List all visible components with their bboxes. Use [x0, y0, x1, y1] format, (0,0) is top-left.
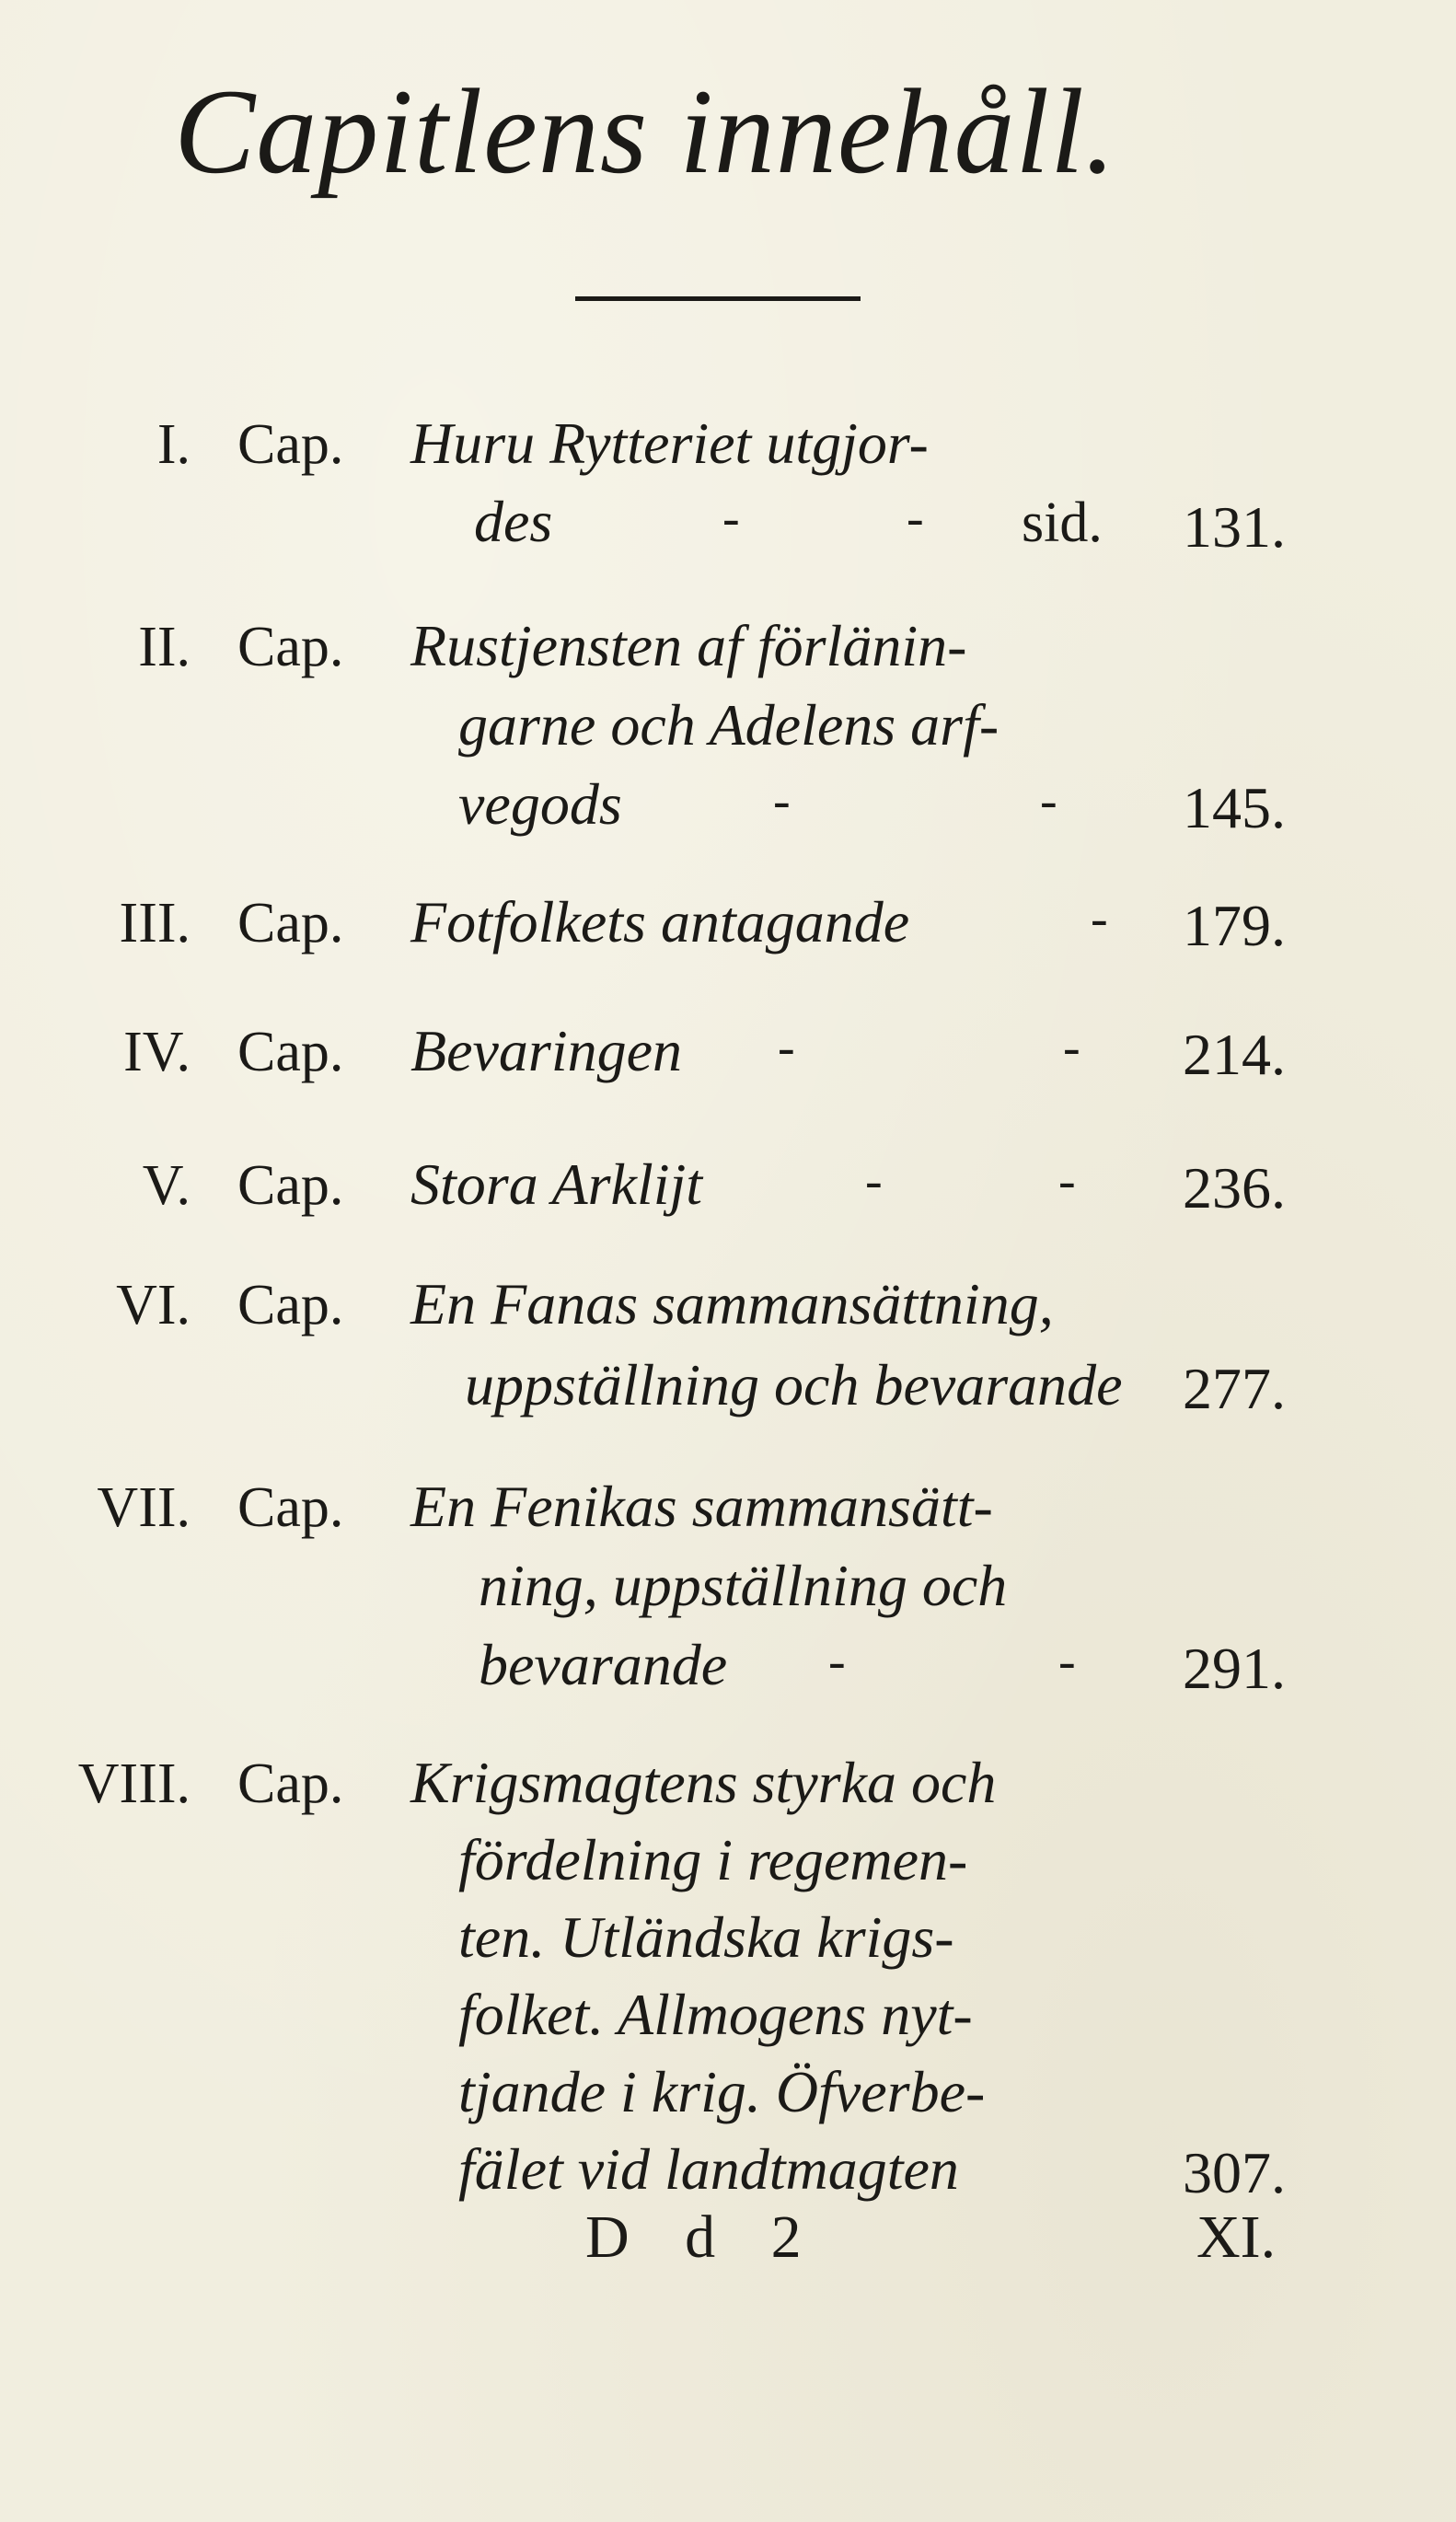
page-number: 307. [1183, 2140, 1286, 2205]
chapter-title-line: fälet vid landtmagten [458, 2136, 959, 2202]
leader-dash: - [722, 490, 740, 547]
leader-dash: - [1058, 1152, 1076, 1209]
chapter-title-line: garne och Adelens arf- [458, 692, 1000, 758]
page-number: 291. [1183, 1636, 1286, 1701]
chapter-number: VII. [97, 1476, 191, 1539]
page-number: 214. [1183, 1022, 1286, 1087]
chapter-number: II. [138, 616, 191, 678]
signature-mark: D d 2 [585, 2204, 822, 2271]
chapter-label: Cap. [237, 413, 344, 476]
chapter-label: Cap. [237, 1274, 344, 1336]
chapter-title-line: Rustjensten af förlänin- [410, 613, 967, 678]
chapter-label: Cap. [237, 616, 344, 678]
page-number: 179. [1183, 893, 1286, 958]
chapter-number: III. [119, 892, 191, 954]
chapter-title-line: Krigsmagtens styrka och [410, 1750, 997, 1815]
leader-dash: - [907, 490, 924, 547]
chapter-label: Cap. [237, 892, 344, 954]
catchword: XI. [1196, 2204, 1277, 2271]
chapter-title-line: En Fenikas sammansätt- [410, 1474, 993, 1539]
leader-dash: - [828, 1633, 846, 1690]
chapter-title-line: Bevaringen [410, 1018, 682, 1083]
chapter-label: Cap. [237, 1753, 344, 1815]
chapter-title-line: fördelning i regemen- [458, 1827, 968, 1892]
leader-dash: - [773, 772, 791, 829]
chapter-title-line: uppställning och bevarande [465, 1352, 1123, 1417]
chapter-number: IV. [123, 1021, 191, 1083]
chapter-title-line: Stora Arklijt [410, 1151, 703, 1217]
chapter-title-line: bevarande [479, 1632, 728, 1697]
chapter-title-line: ning, uppställning och [479, 1553, 1008, 1618]
chapter-title-line: vegods [458, 771, 622, 837]
leader-dash: - [1040, 772, 1057, 829]
chapter-title-line: des [474, 489, 553, 554]
page-number: 277. [1183, 1356, 1286, 1421]
chapter-title-line: Fotfolkets antagande [410, 889, 910, 954]
chapter-label: Cap. [237, 1021, 344, 1083]
page-number: 145. [1183, 775, 1286, 840]
chapter-number: VI. [116, 1274, 191, 1336]
chapter-title-line: Huru Rytteriet utgjor- [410, 411, 929, 476]
page-number: 236. [1183, 1155, 1286, 1221]
page-number: 131. [1183, 494, 1286, 560]
chapter-label: Cap. [237, 1476, 344, 1539]
sid-label: sid. [1022, 492, 1103, 554]
leader-dash: - [865, 1152, 883, 1209]
chapter-number: V. [142, 1154, 191, 1217]
chapter-number: I. [156, 413, 191, 476]
chapter-title-line: En Fanas sammansättning, [410, 1271, 1054, 1336]
title-rule [575, 296, 861, 301]
chapter-title-line: folket. Allmogens nyt- [458, 1982, 973, 2047]
leader-dash: - [1058, 1633, 1076, 1690]
leader-dash: - [1091, 890, 1108, 947]
chapter-title-line: ten. Utländska krigs- [458, 1904, 954, 1970]
chapter-title-line: tjande i krig. Öfverbe- [458, 2059, 986, 2124]
leader-dash: - [1063, 1019, 1080, 1076]
chapter-label: Cap. [237, 1154, 344, 1217]
leader-dash: - [778, 1019, 795, 1076]
chapter-number: VIII. [77, 1753, 191, 1815]
page-title: Capitlens innehåll. [174, 64, 1116, 199]
